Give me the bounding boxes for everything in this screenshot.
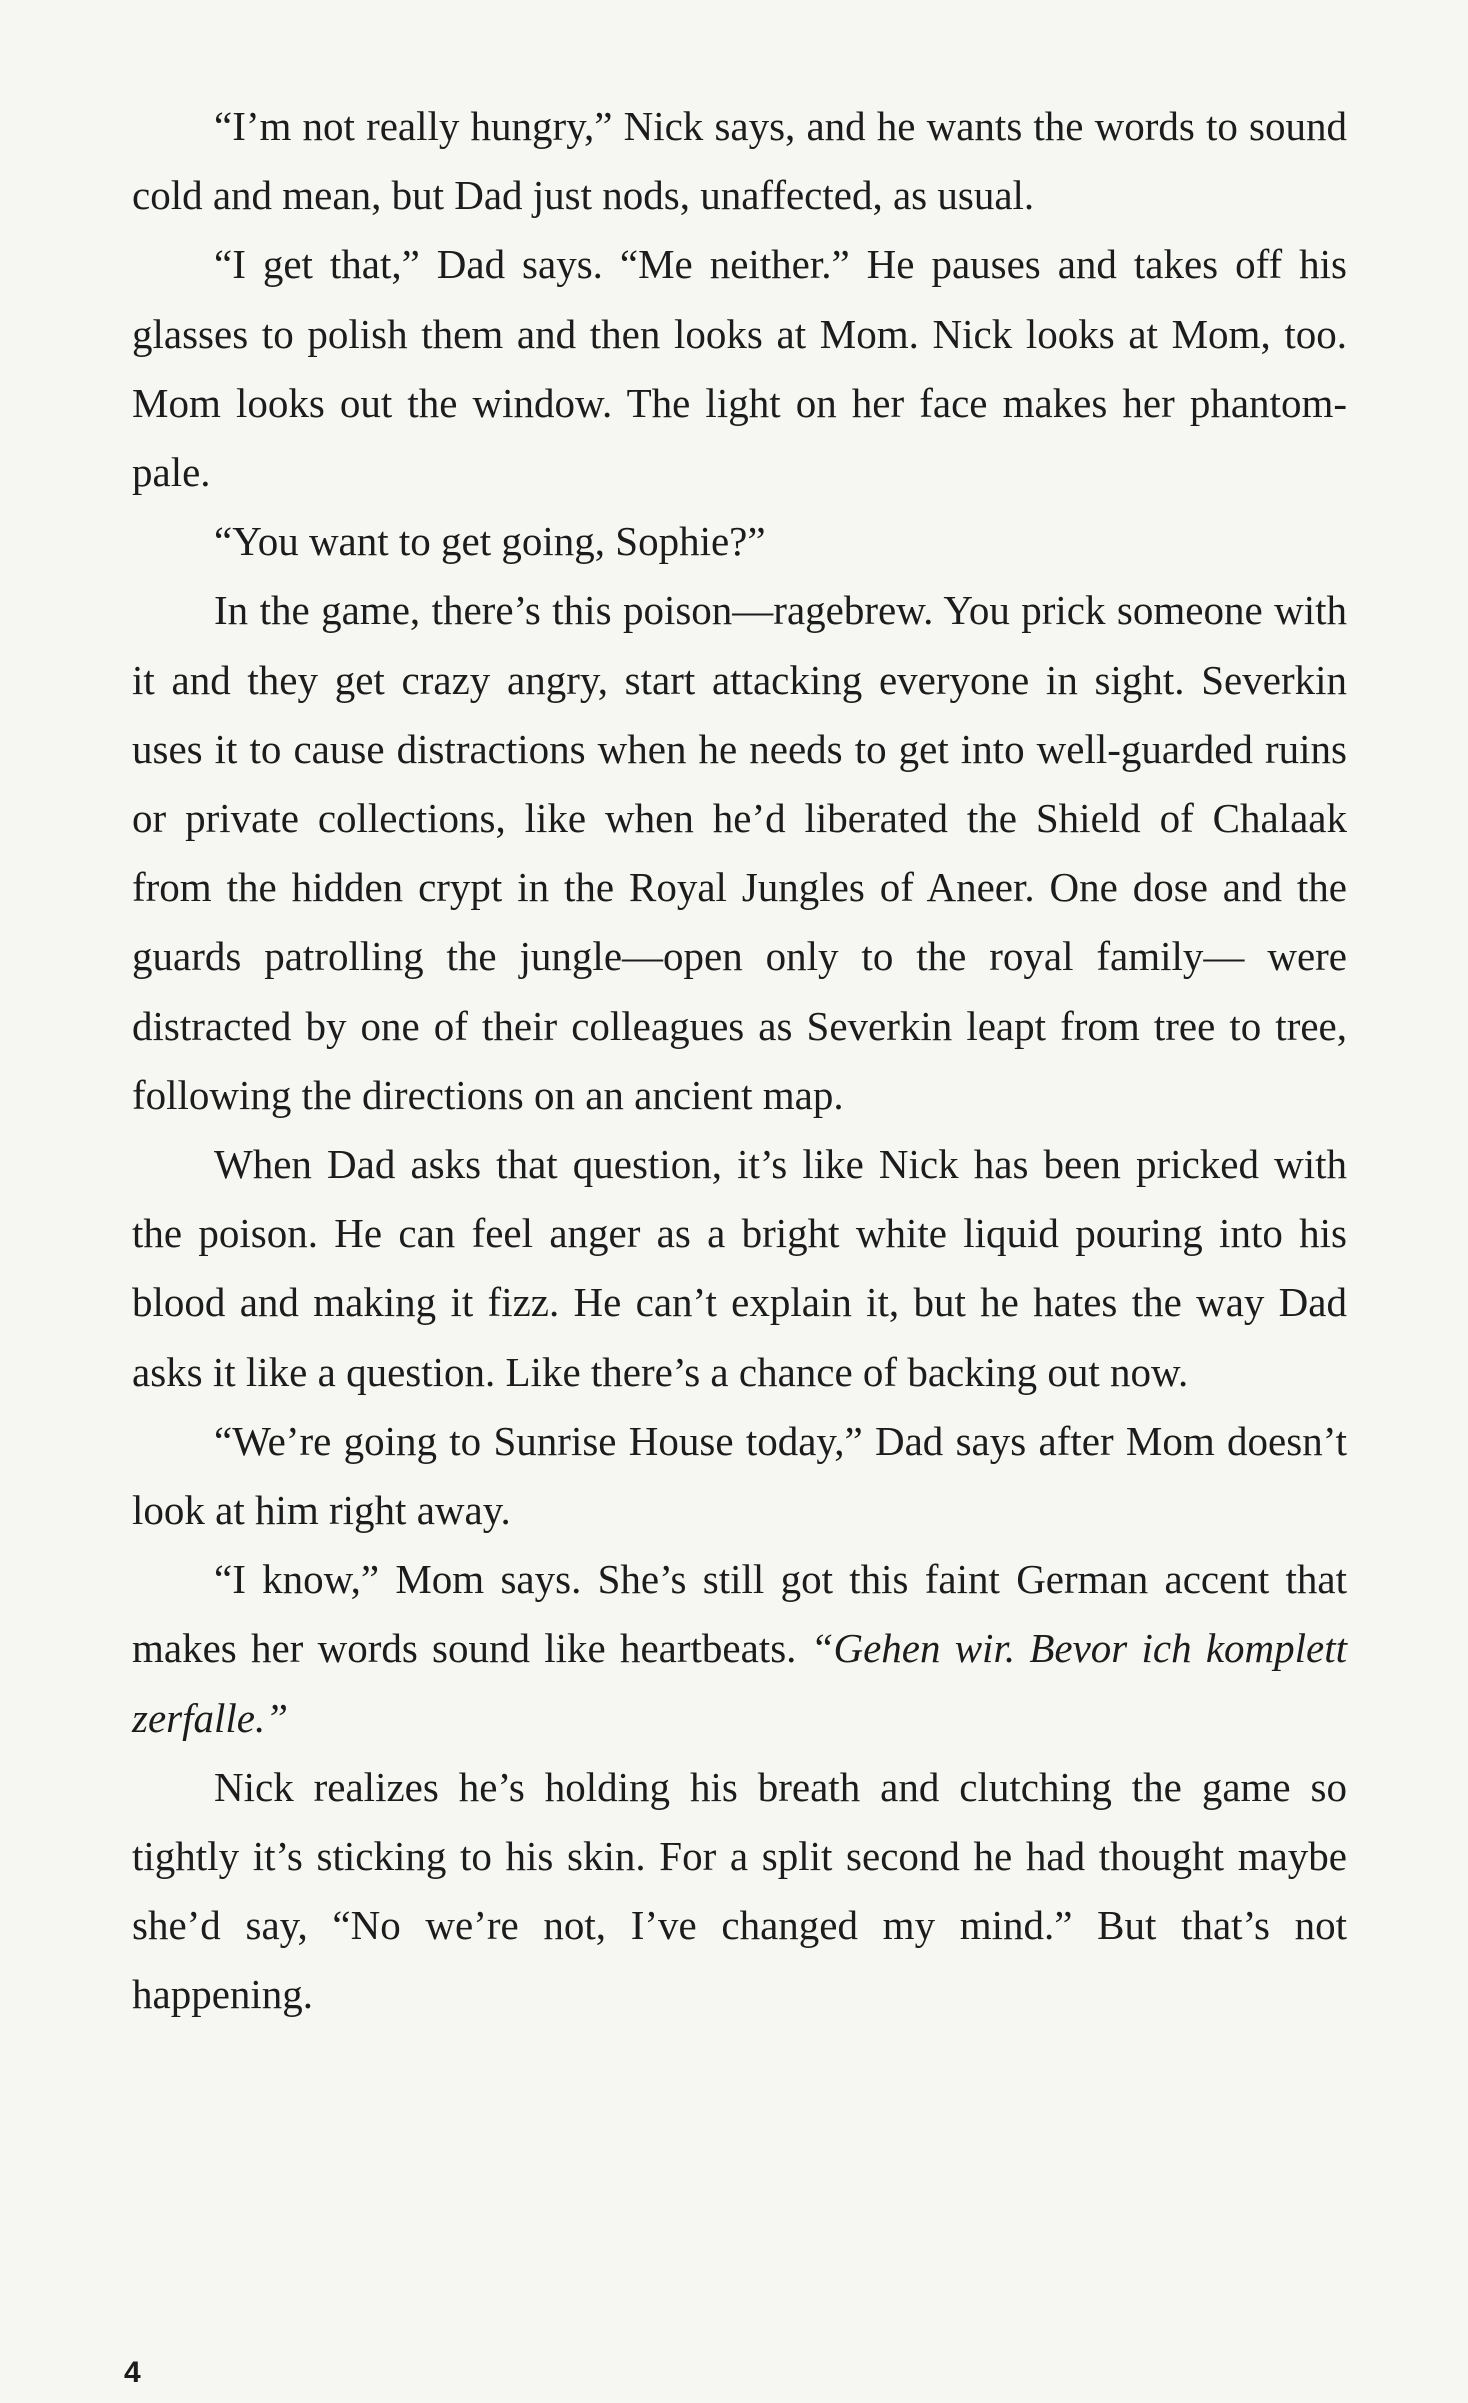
body-text xyxy=(132,92,1347,2030)
paragraph xyxy=(132,1545,1347,1753)
paragraph: In the game, there’s this poison—ragebrew. You prick someone with it and they get crazy angry, start attacking everyone in sight. Severkin uses it to cause distractions when he needs to get into well-guarded ruins or private collections, like when he’d liberated the Shield of Chalaak from the hidden crypt in the Royal Jungles of Aneer. One dose and the guards patrolling the jungle—open only to the royal family— were distracted by one of their colleagues as Severkin leapt from tree to tree, following the directions on an ancient map. xyxy=(132,587,1347,1118)
paragraph: When Dad asks that question, it’s like Nick has been pricked with the poison. He can feel anger as a bright white liquid pouring into his blood and making it fizz. He can’t explain it, but he hates the way Dad asks it like a question. Like there’s a chance of backing out now. xyxy=(132,1141,1347,1395)
paragraph-text: “I know,” Mom says. She’s still got this faint German accent that makes her words sound like heartbeats. xyxy=(132,1556,1347,1672)
paragraph: “You want to get going, Sophie?” xyxy=(214,518,766,565)
paragraph: “We’re going to Sunrise House today,” Dad says after Mom doesn’t look at him right away. xyxy=(132,1417,1347,1534)
paragraph: “I get that,” Dad says. “Me neither.” He pauses and takes off his glasses to polish them and then looks at Mom. Nick looks at Mom, too. Mom looks out the window. The light on her face makes her phantom-pale. xyxy=(132,241,1347,496)
paragraph: “I’m not really hungry,” Nick says, and he wants the words to sound cold and mean, but Dad just nods, unaffected, as usual. xyxy=(132,103,1347,219)
page-number: 4 xyxy=(124,2356,141,2389)
german-quote: “Gehen wir. Bevor ich komplett zerfalle.” xyxy=(132,1625,1347,1741)
paragraph: Nick realizes he’s holding his breath and clutching the game so tightly it’s sticking to his skin. For a split second he had thought maybe she’d say, “No we’re not, I’ve changed my mind.” But that’s not happening. xyxy=(132,1763,1347,2018)
